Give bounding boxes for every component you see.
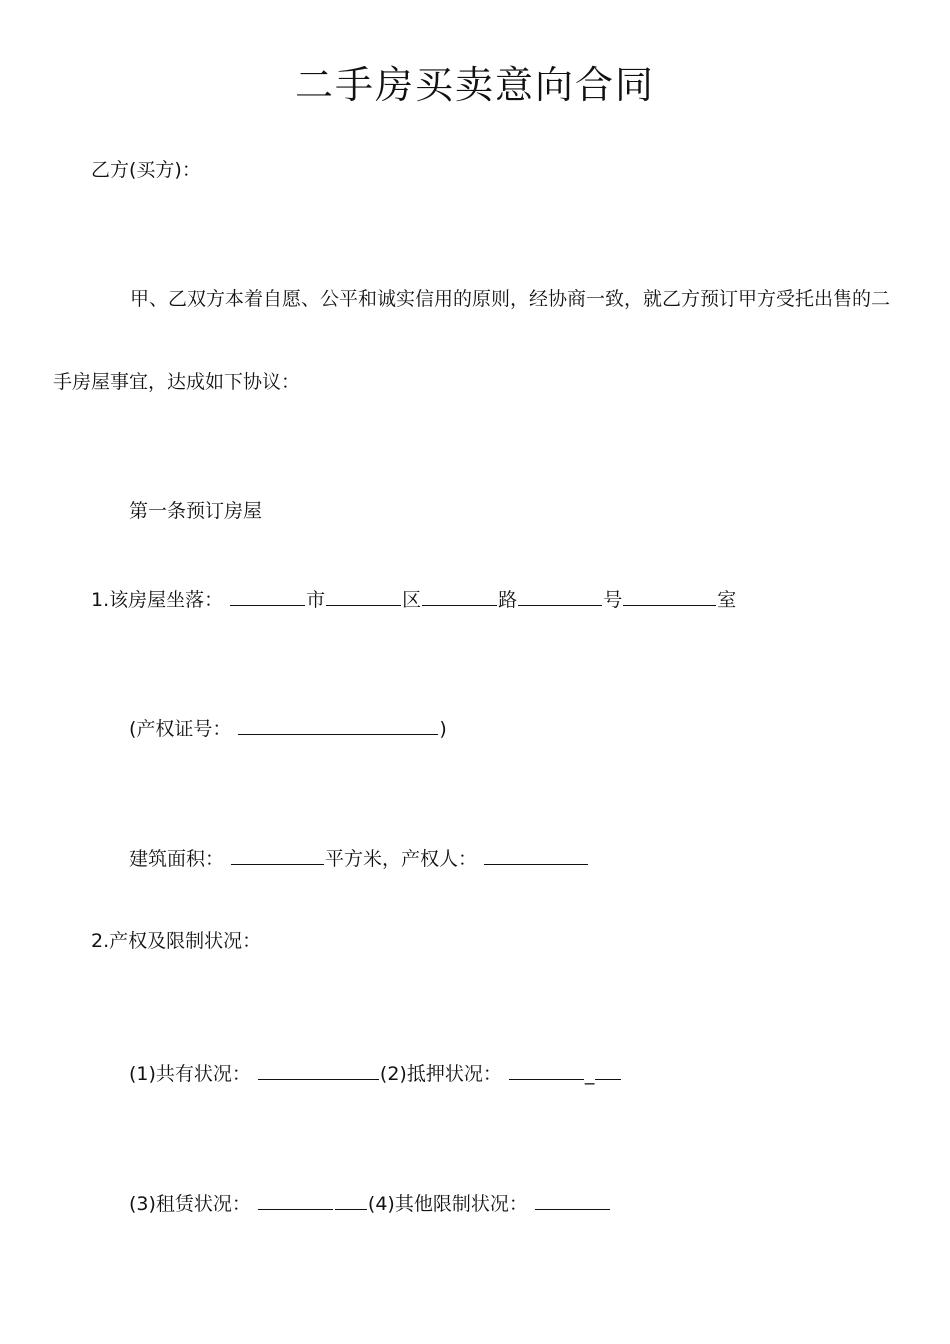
area-line: [129, 847, 589, 869]
number-blank: [518, 588, 602, 606]
article-1-heading: 第一条预订房屋: [129, 500, 263, 522]
cert-line: [129, 717, 447, 739]
page-title: 二手房买卖意向合同: [294, 63, 655, 107]
owner-label: 平方米，产权人：: [325, 848, 478, 870]
road-blank: [422, 588, 497, 606]
area-blank: [231, 847, 324, 865]
other-restriction-label: (4)其他限制状况：: [367, 1193, 528, 1215]
city-blank: [230, 588, 305, 606]
district-blank: [326, 588, 401, 606]
location-label: 1.该房屋坐落：: [91, 589, 224, 611]
mortgage-blank-2: [595, 1062, 621, 1080]
ownership-status-line: [129, 1062, 622, 1084]
item-2-heading: 2.产权及限制状况：: [91, 930, 262, 952]
cert-label: (产权证号：: [129, 718, 232, 740]
lease-blank: [258, 1192, 333, 1210]
lease-blank-2: [335, 1192, 367, 1210]
intro-paragraph-line-1: 甲、乙双方本着自愿、公平和诚实信用的原则，经协商一致，就乙方预订甲方受托出售的二: [130, 288, 891, 310]
mortgage-blank: [509, 1062, 584, 1080]
co-owned-blank: [258, 1062, 379, 1080]
other-restriction-blank: [535, 1192, 610, 1210]
number-label: 号: [603, 589, 623, 611]
co-owned-label: (1)共有状况：: [129, 1063, 251, 1085]
mortgage-mark: _: [584, 1063, 595, 1085]
road-label: 路: [498, 589, 518, 611]
area-label: 建筑面积：: [129, 848, 225, 870]
owner-blank: [484, 847, 588, 865]
party-b-label: 乙方(买方)：: [91, 159, 201, 181]
mortgage-label: (2)抵押状况：: [379, 1063, 502, 1085]
room-label: 室: [717, 589, 737, 611]
cert-close: ): [439, 718, 447, 740]
room-blank: [623, 588, 716, 606]
restriction-status-line: [129, 1192, 611, 1214]
city-label: 市: [306, 589, 326, 611]
cert-blank: [238, 717, 438, 735]
intro-paragraph-line-2: 手房屋事宜，达成如下协议：: [53, 371, 301, 393]
district-label: 区: [402, 589, 422, 611]
location-line: [91, 588, 736, 610]
lease-label: (3)租赁状况：: [129, 1193, 251, 1215]
